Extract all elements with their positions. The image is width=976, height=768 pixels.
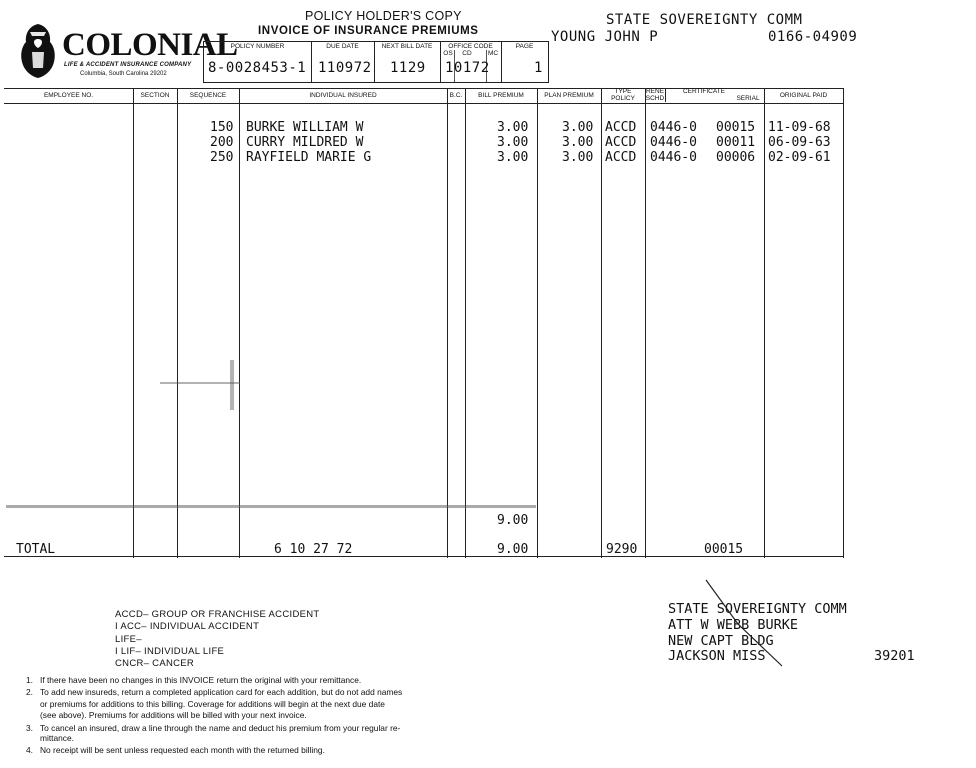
col-header-original-paid: ORIGINAL PAID [779, 92, 828, 99]
subtotal-amount: 9.00 [497, 513, 529, 528]
row-plan-premium: 3.00 [562, 150, 594, 165]
row-certificate: 0446-0 [650, 135, 697, 150]
note-line: No receipt will be sent unless requested each month with the returned billing. [40, 745, 325, 755]
col-header-type-policy-2: POLICY [611, 95, 635, 102]
scan-smudge [230, 360, 234, 410]
scan-smudge [6, 505, 536, 508]
row-serial: 00015 [716, 120, 756, 135]
row-serial: 00011 [716, 135, 756, 150]
next-bill-date-value: 1129 [390, 60, 426, 76]
page-label: PAGE [515, 43, 534, 50]
row-serial: 00006 [716, 150, 756, 165]
row-name: CURRY MILDRED W [246, 135, 364, 150]
office-sub-os: OS [443, 50, 453, 57]
row-name: BURKE WILLIAM W [246, 120, 364, 135]
pen-strike-mark [700, 578, 790, 670]
next-bill-date-label: NEXT BILL DATE [381, 43, 433, 50]
note-line: (see above). Premiums for additions will be billed with your next invoice. [40, 710, 307, 720]
row-plan-premium: 3.00 [562, 120, 594, 135]
row-bill-premium: 3.00 [497, 135, 529, 150]
invoice-title: INVOICE OF INSURANCE PREMIUMS [258, 25, 479, 37]
note-line: To add new insureds, return a completed application card for each addition, but do not add names [40, 687, 403, 697]
col-header-type-policy-1: TYPE [614, 88, 632, 95]
row-sequence: 200 [210, 135, 234, 150]
note-line: To cancel an insured, draw a line through the name and deduct his premium from your regular re- [40, 723, 401, 733]
total-amount: 9.00 [497, 542, 529, 557]
row-original-paid: 06-09-63 [768, 135, 831, 150]
note-number: 2. [26, 687, 33, 697]
copy-label: POLICY HOLDER'S COPY [305, 9, 462, 23]
row-type: ACCD [605, 150, 637, 165]
col-header-employee-no: EMPLOYEE NO. [43, 92, 94, 99]
note-line: If there have been no changes in this INVOICE return the original with your remittance. [40, 675, 362, 685]
office-sub-cd: CD [462, 50, 472, 57]
note-line: mittance. [40, 733, 74, 743]
address-line: JACKSON MISS [668, 648, 766, 664]
note-number: 4. [26, 745, 33, 755]
col-header-rene-2: SCHD [645, 95, 665, 102]
col-header-individual-insured: INDIVIDUAL INSURED [309, 92, 377, 99]
account-number: 0166-04909 [768, 29, 858, 45]
company-subline: LIFE & ACCIDENT INSURANCE COMPANY [64, 62, 192, 68]
legend-item: I ACC– INDIVIDUAL ACCIDENT [115, 621, 260, 632]
col-header-section: SECTION [140, 92, 170, 99]
legend-item: CNCR– CANCER [115, 658, 195, 669]
address-line: STATE SOVEREIGNTY COMM [668, 601, 847, 617]
row-original-paid: 11-09-68 [768, 120, 831, 135]
due-date-value: 110972 [318, 60, 372, 76]
col-header-certificate: CERTIFICATE [682, 88, 725, 95]
row-bill-premium: 3.00 [497, 120, 529, 135]
due-date-label: DUE DATE [326, 43, 359, 50]
office-sub-mc: MC [487, 50, 499, 57]
address-line: ATT W WEBB BURKE [668, 617, 799, 633]
legend-item: ACCD– GROUP OR FRANCHISE ACCIDENT [115, 609, 320, 620]
policy-number-value: 8-0028453-1 [208, 60, 307, 76]
row-certificate: 0446-0 [650, 150, 697, 165]
row-sequence: 250 [210, 150, 234, 165]
row-sequence: 150 [210, 120, 234, 135]
legend-item: I LIF– INDIVIDUAL LIFE [115, 646, 225, 657]
office-code-label: OFFICE CODE [448, 43, 493, 50]
office-code-value: 10172 [445, 60, 490, 76]
note-number: 1. [26, 675, 33, 685]
total-code: 6 10 27 72 [274, 542, 353, 557]
col-header-bill-premium: BILL PREMIUM [478, 92, 524, 99]
legend-item: LIFE– [115, 634, 142, 645]
colonial-emblem-icon [16, 22, 60, 80]
page-value: 1 [534, 60, 543, 76]
company-name: COLONIAL [62, 27, 238, 63]
row-original-paid: 02-09-61 [768, 150, 831, 165]
total-count: 9290 [606, 542, 638, 557]
row-name: RAYFIELD MARIE G [246, 150, 372, 165]
account-name: STATE SOVEREIGNTY COMM [606, 12, 803, 28]
holder-name: YOUNG JOHN P [551, 29, 659, 45]
total-serial: 00015 [704, 542, 744, 557]
policy-fields-box [203, 41, 549, 83]
policy-number-label: POLICY NUMBER [230, 43, 285, 50]
col-header-rene-1: RENE [645, 88, 665, 95]
company-logo [16, 22, 238, 80]
col-header-sequence: SEQUENCE [189, 92, 227, 99]
row-type: ACCD [605, 135, 637, 150]
col-header-bc: B.C. [449, 92, 463, 99]
scan-smudge [160, 382, 240, 384]
address-line: NEW CAPT BLDG [668, 633, 774, 649]
total-label: TOTAL [16, 542, 56, 557]
row-certificate: 0446-0 [650, 120, 697, 135]
note-number: 3. [26, 723, 33, 733]
col-header-plan-premium: PLAN PREMIUM [544, 92, 594, 99]
row-plan-premium: 3.00 [562, 135, 594, 150]
col-header-serial: SERIAL [736, 95, 760, 102]
row-bill-premium: 3.00 [497, 150, 529, 165]
note-line: or premiums for additions to this billing. Coverage for additions will begin at the next due date [40, 699, 385, 709]
company-address: Columbia, South Carolina 29202 [80, 71, 167, 77]
row-type: ACCD [605, 120, 637, 135]
address-zip: 39201 [874, 648, 915, 664]
